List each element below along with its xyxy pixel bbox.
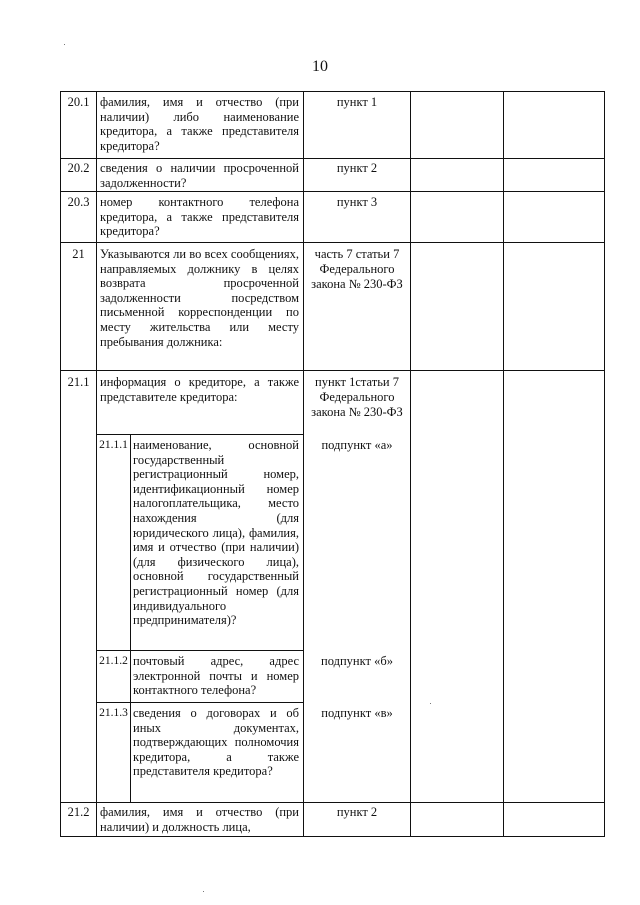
row-separator [60, 191, 605, 192]
scan-speck [203, 891, 204, 892]
law-reference: пункт 1 [336, 95, 378, 109]
row-number: 21.1 [67, 375, 90, 389]
question-text: фамилия, имя и отчество (при наличии) либо наименование кредитора, а также представителя кредитора? [100, 95, 299, 153]
question-text: почтовый адрес, адрес электронной почты и номер контактного телефона? [133, 654, 299, 698]
question-text: сведения о договорах и об иных документах, подтверждающих полномочия кредитора, а также представителя кредитора? [133, 706, 299, 779]
subrow-separator [96, 702, 304, 703]
table-border-right [604, 91, 605, 837]
row-number: 20.3 [67, 195, 90, 209]
row-number: 21.2 [67, 805, 90, 819]
subrow-number: 21.1.3 [99, 707, 128, 719]
row-separator [60, 158, 605, 159]
table-border-top [60, 91, 605, 92]
subrow-separator [96, 650, 304, 651]
column-divider-law [410, 91, 411, 837]
scan-speck [64, 44, 65, 45]
law-reference: часть 7 статьи 7 Федерального закона № 230-ФЗ [311, 247, 403, 292]
table-border-bottom [60, 836, 605, 837]
column-divider-number [96, 91, 97, 837]
page-number: 10 [312, 58, 328, 75]
row-separator [60, 242, 605, 243]
law-reference: пункт 1статьи 7 Федерального закона № 230-ФЗ [311, 375, 403, 420]
row-separator [60, 370, 605, 371]
row-number: 20.1 [67, 95, 90, 109]
subrow-divider [130, 434, 131, 802]
question-text: информация о кредиторе, а также представителе кредитора: [100, 375, 299, 404]
question-text: Указываются ли во всех сообщениях, направляемых должнику в целях возврата просроченной задолженности посредством письменной корреспонденции по месту жительства или месту пребывания должника: [100, 247, 299, 349]
question-text: номер контактного телефона кредитора, а также представителя кредитора? [100, 195, 299, 239]
law-reference: подпункт «а» [321, 438, 393, 452]
law-reference: подпункт «в» [321, 706, 393, 720]
law-reference: пункт 2 [336, 805, 378, 819]
subrow-number: 21.1.2 [99, 655, 128, 667]
row-separator [60, 802, 605, 803]
law-reference: пункт 3 [336, 195, 378, 209]
subrow-separator [96, 434, 304, 435]
row-number: 20.2 [67, 161, 90, 175]
scan-speck [430, 703, 431, 704]
column-divider-answer [503, 91, 504, 837]
subrow-number: 21.1.1 [99, 439, 128, 451]
question-text: наименование, основной государственный регистрационный номер, идентификационный номер налогоплательщика, место нахождения (для юридического лица), фамилия, имя и отчество (при наличии) (для физического лица), основной государственный регистрационный номер (для индивидуального предпринимателя)? [133, 438, 299, 628]
law-reference: пункт 2 [336, 161, 378, 175]
question-text: сведения о наличии просроченной задолженности? [100, 161, 299, 190]
row-number: 21 [72, 247, 85, 261]
question-text: фамилия, имя и отчество (при наличии) и должность лица, [100, 805, 299, 834]
law-reference: подпункт «б» [321, 654, 393, 668]
